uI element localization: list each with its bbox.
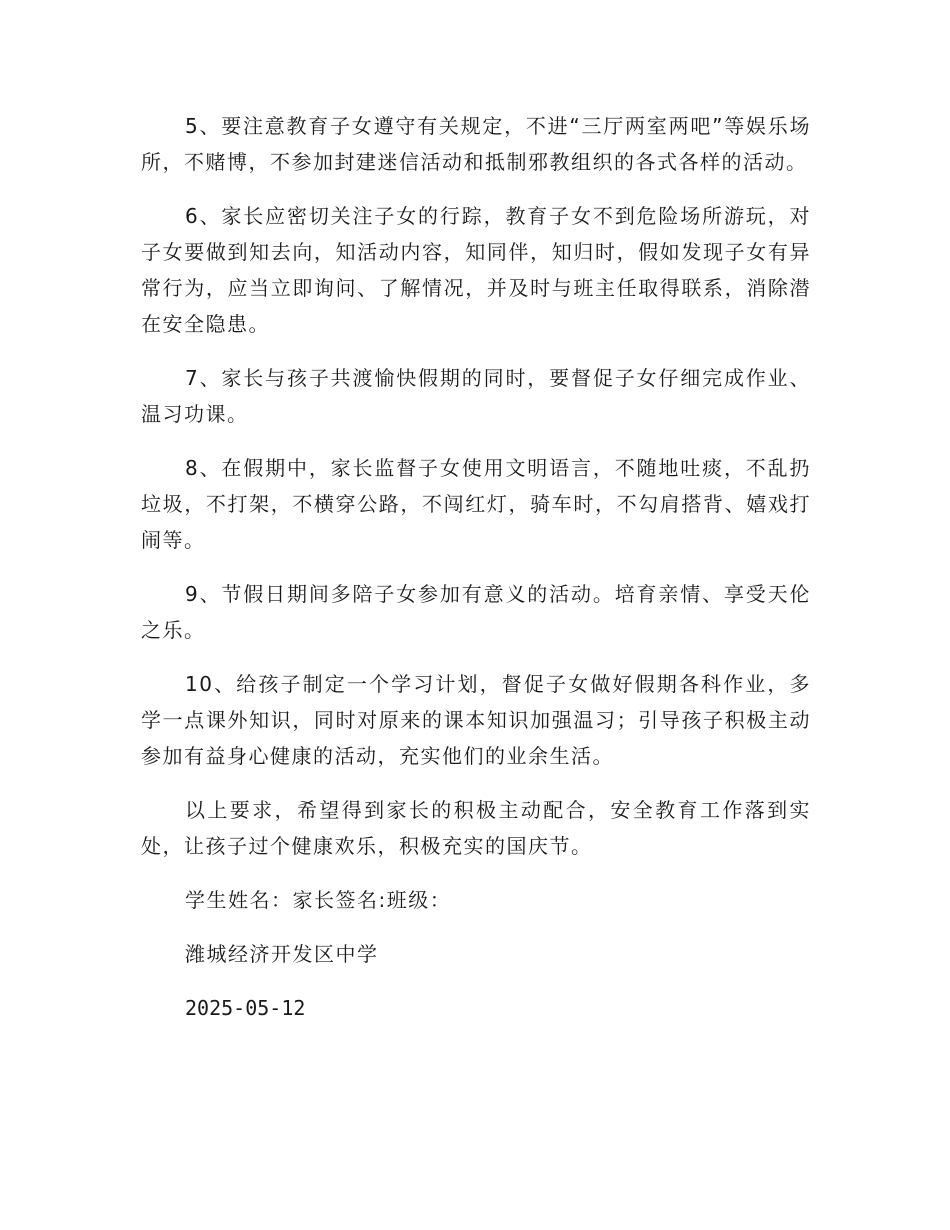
document-body	[141, 108, 811, 1044]
signature-line: 学生姓名：家长签名:班级：	[185, 888, 452, 912]
paragraph-item-5: 5、要注意教育子女遵守有关规定，不进“三厅两室两吧”等娱乐场所，不赌博，不参加封建迷信活动和抵制邪教组织的各式各样的活动。	[141, 114, 811, 174]
paragraph-item-8: 8、在假期中，家长监督子女使用文明语言，不随地吐痰，不乱扔垃圾，不打架，不横穿公路，不闯红灯，骑车时，不勾肩搭背、嬉戏打闹等。	[141, 456, 811, 552]
paragraph-item-10: 10、给孩子制定一个学习计划，督促子女做好假期各科作业，多学一点课外知识，同时对原来的课本知识加强温习；引导孩子积极主动参加有益身心健康的活动，充实他们的业余生活。	[141, 672, 811, 768]
paragraph-item-9: 9、节假日期间多陪子女参加有意义的活动。培育亲情、享受天伦之乐。	[141, 582, 811, 642]
paragraph-item-7: 7、家长与孩子共渡愉快假期的同时，要督促子女仔细完成作业、温习功课。	[141, 366, 811, 426]
closing-paragraph: 以上要求，希望得到家长的积极主动配合，安全教育工作落到实处，让孩子过个健康欢乐，积极充实的国庆节。	[141, 798, 811, 858]
document-date: 2025-05-12	[185, 996, 306, 1020]
school-name: 潍城经济开发区中学	[185, 942, 379, 966]
paragraph-item-6: 6、家长应密切关注子女的行踪，教育子女不到危险场所游玩，对子女要做到知去向，知活动内容，知同伴，知归时，假如发现子女有异常行为，应当立即询问、了解情况，并及时与班主任取得联系，消除潜在安全隐患。	[141, 204, 811, 336]
